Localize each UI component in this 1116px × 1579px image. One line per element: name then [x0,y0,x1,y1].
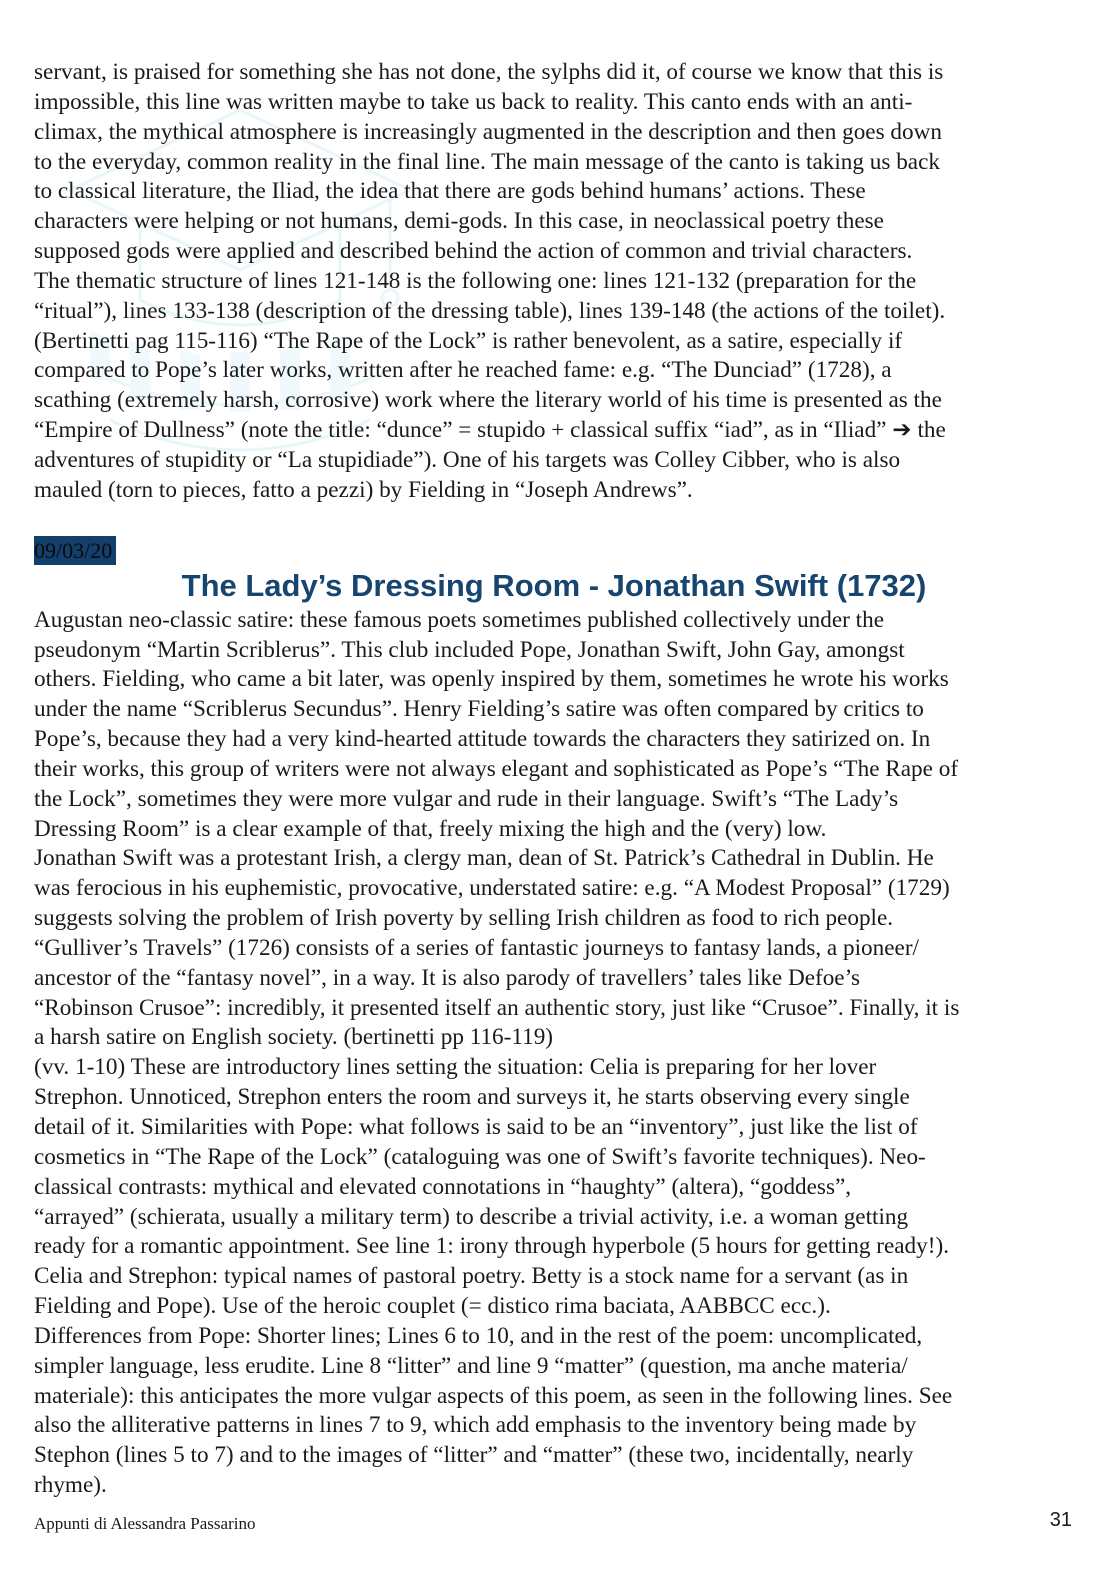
paragraph-augustan-satire: Augustan neo-classic satire: these famous poets sometimes published collectively under the pseudonym “Martin Scriblerus”. This club included Pope, Jonathan Swift, John Gay, amongst others. Fielding, who came a bit later, was openly inspired by them, sometimes he wrote his works under the name “Scriblerus Secundus”. Henry Fielding’s satire was often compared by critics to Pope’s, because they had a very kind-hearted attitude towards the characters they satirized on. In their works, this group of writers were not always elegant and sophisticated as Pope’s “The Rape of the Lock”, sometimes they were more vulgar and rude in their language. Swift’s “The Lady’s Dressing Room” is a clear example of that, freely mixing the high and the (very) low. [34,606,959,842]
footer-author: Appunti di Alessandra Passarino [34,1514,256,1533]
page-number: 31 [1049,1509,1072,1531]
paragraph-jonathan-swift: Jonathan Swift was a protestant Irish, a clergy man, dean of St. Patrick’s Cathedral in Dublin. He was ferocious in his euphemistic, provocative, understated satire: e.g. “A Modest Proposal” (1729) suggests solving the problem of Irish poverty by selling Irish children as food to rich people. “Gulliver’s Travels” (1726) consists of a series of fantastic journeys to fantasy lands, a pioneer/ ancestor of the “fantasy novel”, in a way. It is also parody of travellers’ tales like Defoe’s “Robinson Crusoe”: incredibly, it presented itself an authentic story, just like “Crusoe”. Finally, it is a harsh satire on English society. (bertinetti pp 116-119) [34,845,960,1051]
section-title: The Lady’s Dressing Room - Jonathan Swift (1732) [181,567,927,603]
page-content [34,58,1084,1501]
date-row [34,536,1084,566]
intro-paragraph: servant, is praised for something she has not done, the sylphs did it, of course we know that this is impossible, this line was written maybe to take us back to reality. This canto ends with an anti- climax, the mythical atmosphere is increasingly augmented in the description and then goes down to the everyday, common reality in the final line. The main message of the canto is taking us back to classical literature, the Iliad, the idea that there are gods behind humans’ actions. These characters were helping or not humans, demi-gods. In this case, in neoclassical poetry these supposed gods were applied and described behind the action of common and trivial characters. The thematic structure of lines 121-148 is the following one: lines 121-132 (preparation for the “ritual”), lines 133-138 (description of the dressing table), lines 139-148 (the actions of the toilet). (Bertinetti pag 115-116) “The Rape of the Lock” is rather benevolent, as a satire, especially if compared to Pope’s later works, written after he reached fame: e.g. “The Dunciad” (1728), a scathing (extremely harsh, corrosive) work where the literary world of his time is presented as the “Empire of Dullness” (note the title: “dunce” = stupido + classical suffix “iad”, as in “Iliad” ➔ the adventures of stupidity or “La stupidiade”). One of his targets was Colley Cibber, who is also mauled (torn to pieces, fatto a pezzi) by Fielding in “Joseph Andrews”. [34,59,946,503]
paragraph-spacer [34,506,1084,536]
date-badge: 09/03/20 [34,536,116,565]
paragraph-lines-analysis: (vv. 1-10) These are introductory lines setting the situation: Celia is preparing for her lover Strephon. Unnoticed, Strephon enters the room and surveys it, he starts observing every single detail of it. Similarities with Pope: what follows is said to be an “inventory”, just like the list of cosmetics in “The Rape of the Lock” (cataloguing was one of Swift’s favorite techniques). Neo- classical contrasts: mythical and elevated connotations in “haughty” (altera), “goddess”, “arrayed” (schierata, usually a military term) to describe a trivial activity, i.e. a woman getting ready for a romantic appointment. See line 1: irony through hyperbole (5 hours for getting ready!). Celia and Strephon: typical names of pastoral poetry. Betty is a stock name for a servant (as in Fielding and Pope). Use of the heroic couplet (= distico rima baciata, AABBCC ecc.). Differences from Pope: Shorter lines; Lines 6 to 10, and in the rest of the poem: uncomplicated, simpler language, less erudite. Line 8 “litter” and line 9 “matter” (question, ma anche materia/ materiale): this anticipates the more vulgar aspects of this poem, as seen in the following lines. See also the alliterative patterns in lines 7 to 9, which add emphasis to the inventory being made by Stephon (lines 5 to 7) and to the images of “litter” and “matter” (these two, incidentally, nearly rhyme). [34,1054,953,1499]
